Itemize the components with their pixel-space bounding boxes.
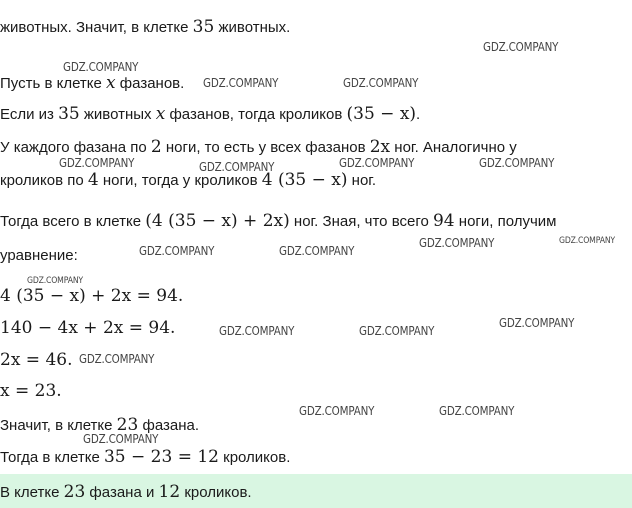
text-line-equation-label: уравнение: bbox=[0, 247, 78, 264]
text-line-rabbits-result: Тогда в клетке 35 − 23 = 12 кроликов. bbox=[0, 447, 291, 467]
watermark: GDZ.COMPANY bbox=[279, 244, 355, 258]
watermark: GDZ.COMPANY bbox=[479, 156, 555, 170]
text-line-pheasant-legs: У каждого фазана по 2 ноги, то есть у всех фазанов 2x ног. Аналогично у bbox=[0, 137, 517, 157]
text-line-rabbits-count: Если из 35 животных x фазанов, тогда кроликов (35 − x). bbox=[0, 104, 421, 124]
answer-box bbox=[0, 474, 632, 508]
answer-line: В клетке 23 фазана и 12 кроликов. bbox=[0, 482, 252, 502]
equation-3: 2x = 46. bbox=[0, 350, 73, 370]
watermark: GDZ.COMPANY bbox=[203, 76, 279, 90]
watermark: GDZ.COMPANY bbox=[559, 236, 615, 246]
watermark: GDZ.COMPANY bbox=[483, 40, 559, 54]
watermark: GDZ.COMPANY bbox=[299, 404, 375, 418]
watermark: GDZ.COMPANY bbox=[343, 76, 419, 90]
text-line-let-pheasants: Пусть в клетке x фазанов. bbox=[0, 73, 185, 93]
text-line-total-animals: животных. Значит, в клетке 35 животных. bbox=[0, 17, 291, 37]
watermark: GDZ.COMPANY bbox=[419, 236, 495, 250]
text-line-total-legs: Тогда всего в клетке (4 (35 − x) + 2x) ног. Зная, что всего 94 ноги, получим bbox=[0, 211, 557, 231]
watermark: GDZ.COMPANY bbox=[199, 160, 275, 174]
text-line-rabbit-legs: кроликов по 4 ноги, тогда у кроликов 4 (35 − x) ног. bbox=[0, 170, 377, 190]
watermark: GDZ.COMPANY bbox=[83, 432, 159, 446]
equation-4: x = 23. bbox=[0, 381, 62, 401]
equation-2: 140 − 4x + 2x = 94. bbox=[0, 318, 176, 338]
watermark: GDZ.COMPANY bbox=[339, 156, 415, 170]
watermark: GDZ.COMPANY bbox=[27, 276, 83, 286]
text-line-pheasants-result: Значит, в клетке 23 фазана. bbox=[0, 415, 200, 435]
watermark: GDZ.COMPANY bbox=[59, 156, 135, 170]
watermark: GDZ.COMPANY bbox=[499, 316, 575, 330]
watermark: GDZ.COMPANY bbox=[139, 244, 215, 258]
watermark: GDZ.COMPANY bbox=[359, 324, 435, 338]
watermark: GDZ.COMPANY bbox=[79, 352, 155, 366]
equation-1: 4 (35 − x) + 2x = 94. bbox=[0, 286, 184, 306]
watermark: GDZ.COMPANY bbox=[63, 60, 139, 74]
watermark: GDZ.COMPANY bbox=[219, 324, 295, 338]
watermark: GDZ.COMPANY bbox=[439, 404, 515, 418]
